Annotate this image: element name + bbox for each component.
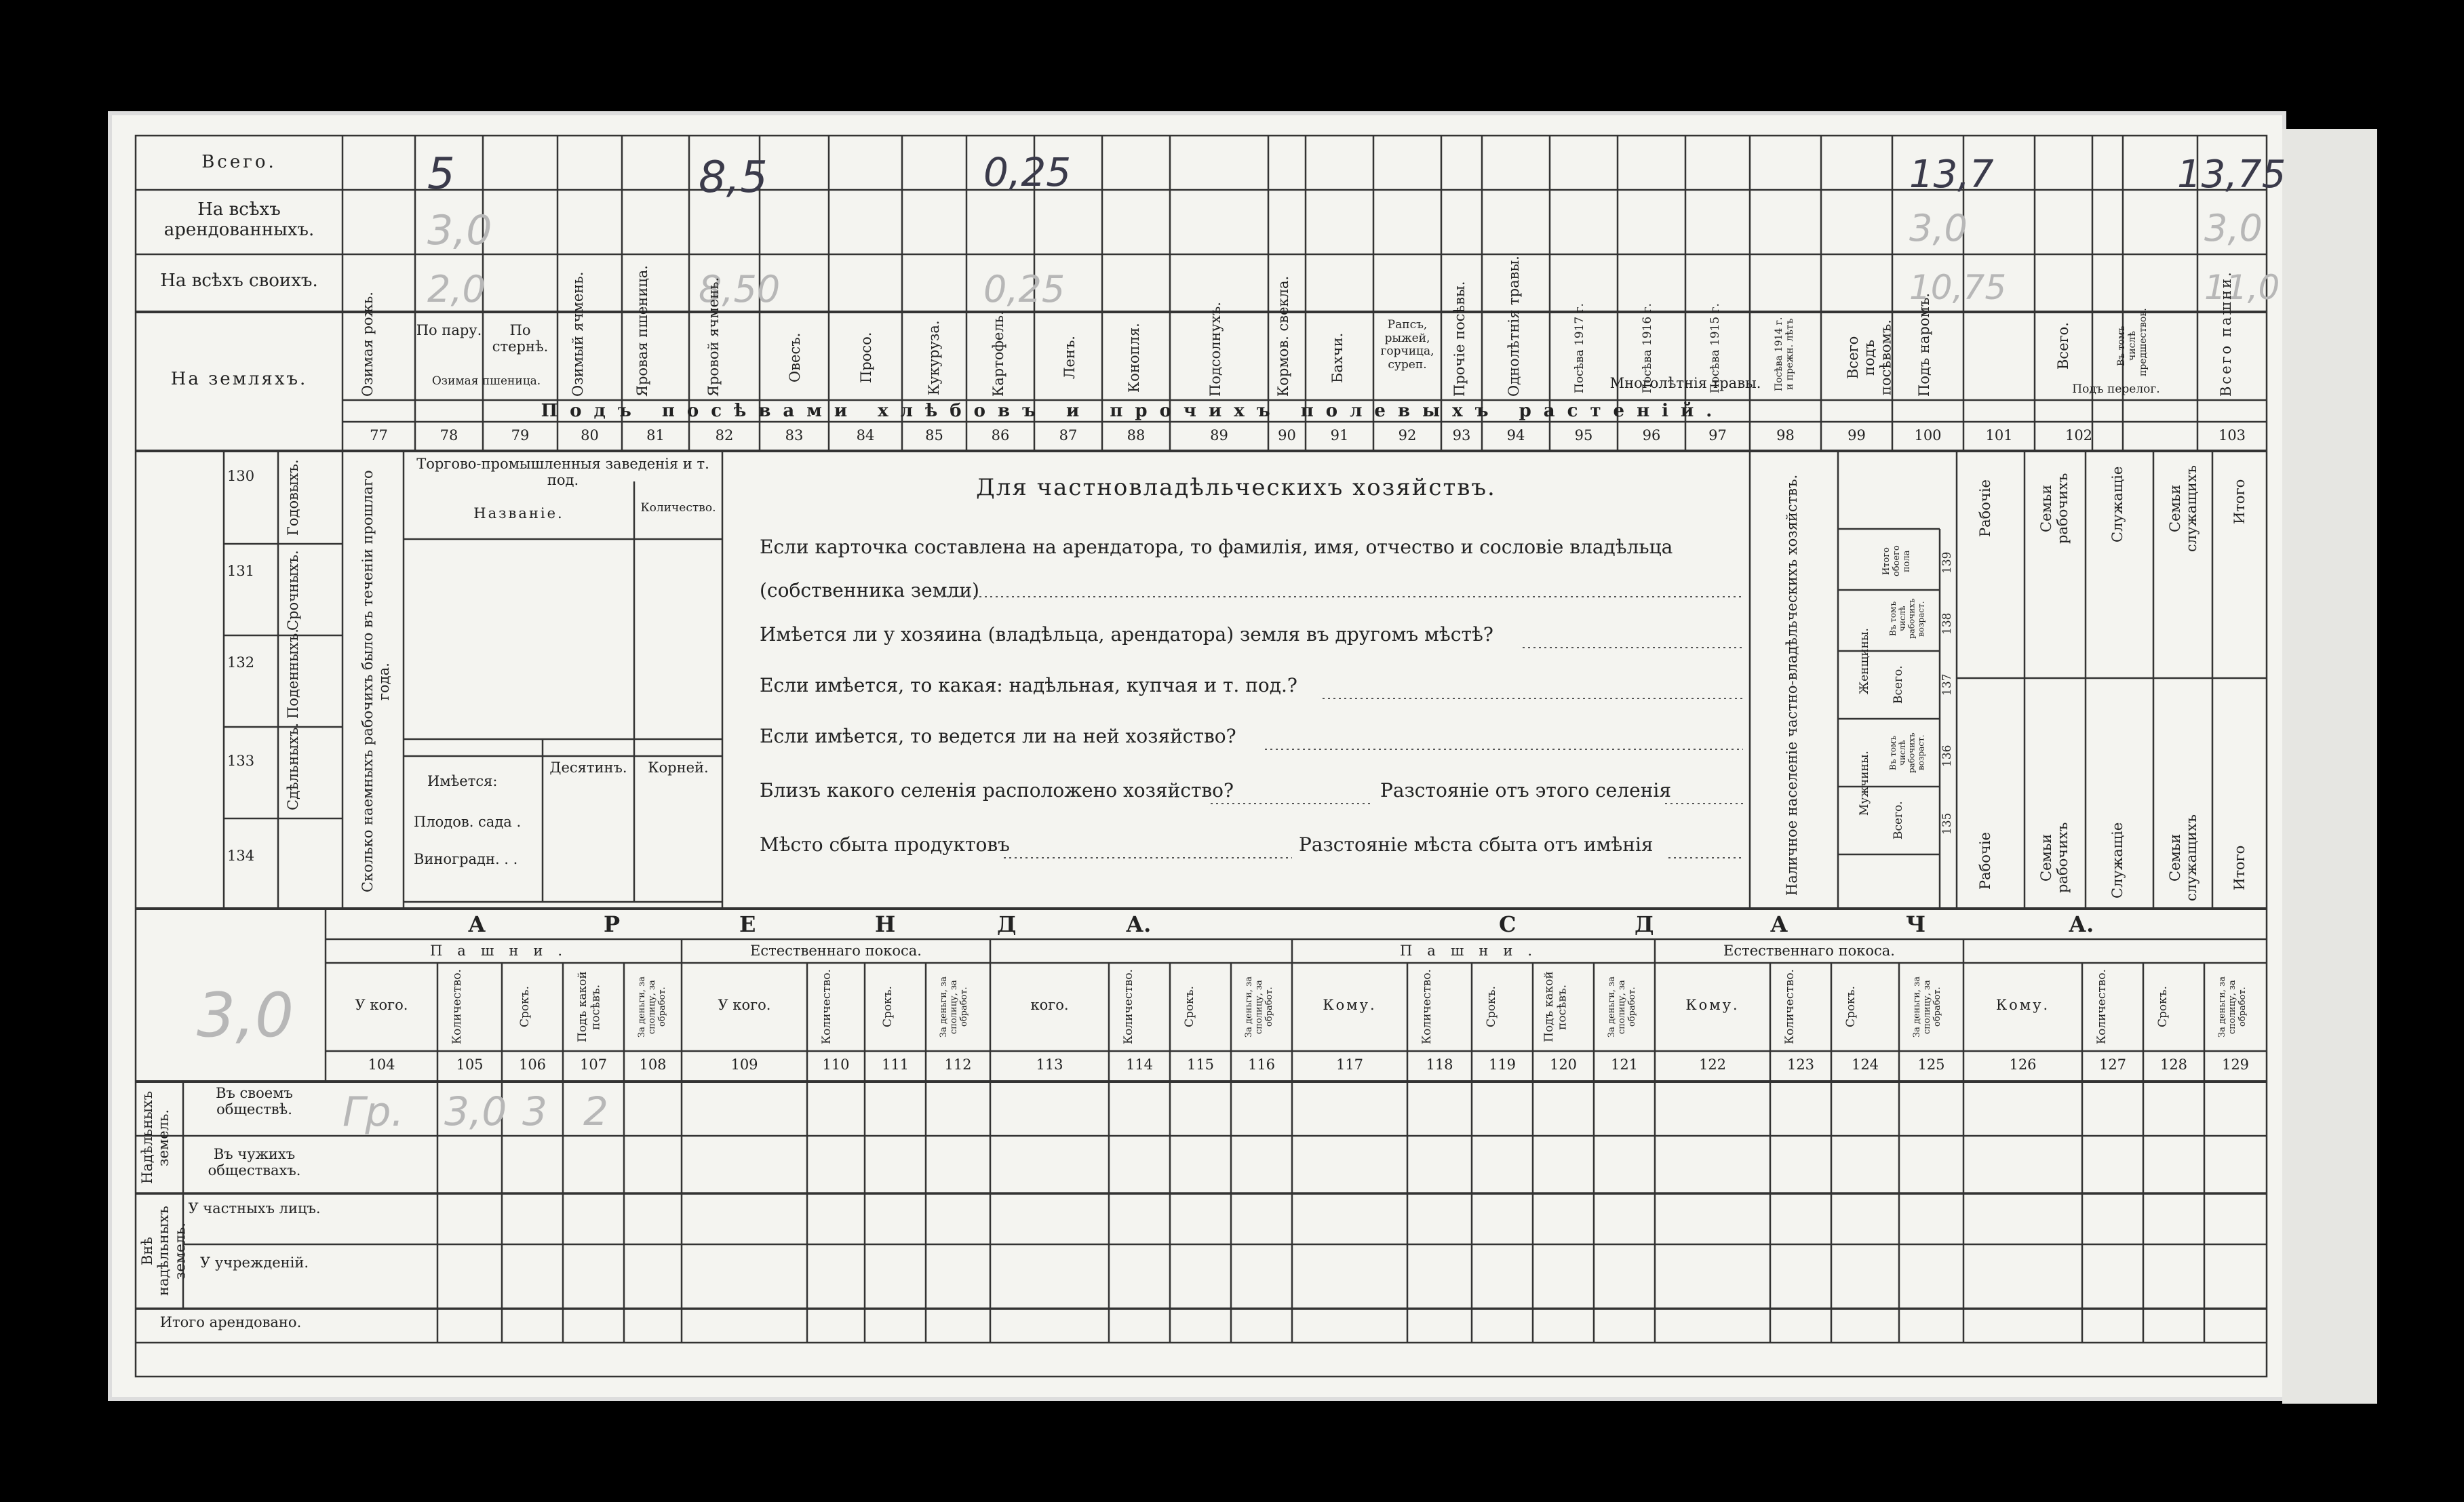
- num-105: 105: [456, 1056, 484, 1073]
- women-working-header: Въ томъ числѣ рабочихъ возраст.: [1888, 598, 1926, 639]
- row-label-total: Всего.: [201, 152, 277, 172]
- num-87: 87: [1059, 427, 1078, 443]
- num-98: 98: [1776, 427, 1795, 443]
- num-133: 133: [227, 753, 255, 769]
- arenda-letter-2: Р: [604, 911, 621, 937]
- num-103: 103: [2218, 427, 2246, 443]
- hand-row1-term: 3: [522, 1088, 547, 1134]
- hand-total-potato: 0,25: [983, 149, 1072, 195]
- trade-name-header: Названіе.: [473, 505, 564, 521]
- lease-hay-header: Естественнаго покоса.: [1723, 943, 1895, 959]
- has-label: Имѣется:: [427, 773, 498, 789]
- num-112: 112: [944, 1056, 972, 1073]
- resident-population-header: Наличное населеніе частно-владѣльческихъ хозяйствъ.: [1784, 474, 1800, 896]
- row-private-persons: У частныхъ лицъ.: [188, 1200, 321, 1217]
- col-header-94: Однолѣтнія травы.: [1506, 256, 1522, 397]
- arenda-letter-1: А: [468, 911, 486, 937]
- hand-total-barley: 8,5: [699, 153, 768, 203]
- num-86: 86: [991, 427, 1010, 443]
- num-130: 130: [227, 468, 255, 484]
- num-121: 121: [1610, 1056, 1639, 1073]
- workers-hired-header: Сколько наемныхъ рабочихъ было въ теченіи прошлаго года.: [359, 470, 393, 893]
- trade-title: Торгово-промышленныя заведенія и т. под.: [416, 456, 709, 489]
- rent-hay-from: У кого.: [718, 997, 771, 1013]
- col-header-perennial: Многолѣтнія травы.: [1609, 375, 1761, 391]
- num-125: 125: [1917, 1056, 1945, 1073]
- women-total-header: Всего.: [1892, 665, 1905, 705]
- row-label-lands: На земляхъ.: [170, 369, 308, 389]
- hand-row1-from: Гр.: [343, 1088, 404, 1136]
- num-83: 83: [785, 427, 804, 443]
- lease-arable-qty: Количество.: [1420, 969, 1434, 1044]
- num-79: 79: [511, 427, 530, 443]
- col-header-102: Въ томъ числѣ предшествов.: [2116, 308, 2149, 376]
- num-126: 126: [2009, 1056, 2037, 1073]
- men-header: Мужчины.: [1858, 751, 1871, 816]
- num-100: 100: [1914, 427, 1942, 443]
- band-sown-crops: Подъ посѣвами хлѣбовъ и прочихъ полевыхъ растеній.: [541, 401, 1725, 421]
- arenda-letter-4: Н: [875, 911, 896, 937]
- num-104: 104: [368, 1056, 395, 1073]
- employee-families-top: Семьи служащихъ: [2167, 465, 2200, 553]
- question-other-land: Имѣется ли у хозяина (владѣльца, арендатора) земля въ другомъ мѣстѣ?: [760, 623, 1493, 646]
- rent-other-qty: Количество.: [1122, 969, 1135, 1044]
- lease-hay-pay: За деньги, за сполицу, за обработ.: [1912, 976, 1942, 1038]
- hand-own-rye: 2,0: [427, 268, 486, 311]
- col-header-89: Подсолнухъ.: [1207, 302, 1224, 397]
- num-116: 116: [1247, 1056, 1276, 1073]
- rent-arable-header: Пашни.: [429, 943, 578, 959]
- desyat-header: Десятинъ.: [549, 759, 627, 776]
- hand-row1-crop: 2: [583, 1088, 608, 1134]
- num-93: 93: [1452, 427, 1471, 443]
- lease-other-qty: Количество.: [2095, 969, 2109, 1044]
- employees-top: Служащіе: [2109, 466, 2126, 542]
- col-header-103: Всего пашни.: [2218, 270, 2234, 397]
- worker-families-bottom: Семьи рабочихъ: [2038, 822, 2071, 894]
- col-header-88: Конопля.: [1126, 323, 1142, 393]
- hand-rented-arable: 3,0: [2204, 207, 2263, 250]
- question-village: Близъ какого селенія расположено хозяйство?: [760, 779, 1234, 802]
- num-138: 138: [1940, 612, 1954, 635]
- num-90: 90: [1278, 427, 1296, 443]
- sdacha-letter-5: А.: [2069, 911, 2094, 937]
- col-header-79: По стернѣ.: [492, 322, 549, 355]
- arenda-letter-5: Д: [997, 911, 1017, 937]
- arenda-letter-3: Е: [739, 911, 756, 937]
- num-92: 92: [1398, 427, 1417, 443]
- lease-arable-pay: За деньги, за сполицу, за обработ.: [1607, 976, 1637, 1038]
- non-nadel-land-label: Внѣ надѣльныхъ земель.: [139, 1206, 189, 1297]
- lease-other-pay: За деньги, за сполицу, за обработ.: [2217, 976, 2248, 1038]
- private-farms-title: Для частновладѣльческихъ хозяйствъ.: [976, 474, 1496, 501]
- col-header-83: Овесъ.: [787, 332, 803, 383]
- col-header-fallow: Подъ перелог.: [2072, 382, 2160, 396]
- col-header-82: Яровой ячмень.: [705, 277, 722, 397]
- question-land-type: Если имѣется, то какая: надѣльная, купчая и т. под.?: [760, 674, 1297, 696]
- num-101: 101: [1985, 427, 2013, 443]
- hand-total-sown: 13,7: [1909, 153, 1994, 197]
- num-117: 117: [1335, 1056, 1364, 1073]
- num-97: 97: [1708, 427, 1727, 443]
- hand-rented-rye: 3,0: [427, 207, 492, 254]
- num-139: 139: [1940, 551, 1954, 574]
- trade-qty-header: Количество.: [640, 501, 716, 515]
- num-109: 109: [730, 1056, 758, 1073]
- num-136: 136: [1940, 745, 1954, 768]
- row-total-rented: Итого арендовано.: [159, 1314, 302, 1330]
- num-108: 108: [639, 1056, 667, 1073]
- sdacha-letter-3: А: [1770, 911, 1788, 937]
- num-127: 127: [2098, 1056, 2127, 1073]
- num-110: 110: [822, 1056, 850, 1073]
- num-106: 106: [518, 1056, 547, 1073]
- rent-hay-qty: Количество.: [820, 969, 834, 1044]
- hand-total-rye: 5: [427, 149, 455, 199]
- workers-top: Рабочіе: [1977, 479, 1993, 538]
- num-99: 99: [1847, 427, 1866, 443]
- lease-arable-to: Кому.: [1323, 997, 1377, 1013]
- num-122: 122: [1698, 1056, 1727, 1073]
- label-131: Срочныхъ.: [285, 550, 301, 631]
- col-header-77: Озимая рожь.: [359, 292, 376, 397]
- rent-hay-term: Срокъ.: [881, 986, 895, 1028]
- rent-hay-header: Естественнаго покоса.: [750, 943, 922, 959]
- question-market: Мѣсто сбыта продуктовъ: [760, 833, 1010, 856]
- col-header-81: Яровая пшеница.: [634, 265, 650, 397]
- rent-arable-qty: Количество.: [450, 969, 464, 1044]
- korney-header: Корней.: [648, 759, 709, 776]
- num-82: 82: [715, 427, 734, 443]
- lease-arable-header: Пашни.: [1399, 943, 1548, 959]
- label-133: Сдѣльныхъ.: [285, 722, 301, 810]
- num-118: 118: [1426, 1056, 1453, 1073]
- row-own-community: Въ своемъ обществѣ.: [216, 1085, 293, 1118]
- col-header-92: Рапсъ, рыжей, горчица, суреп.: [1380, 318, 1434, 372]
- both-sexes-header: Итого обоего пола: [1881, 545, 1912, 577]
- rent-other-from: кого.: [1030, 997, 1069, 1013]
- num-115: 115: [1186, 1056, 1215, 1073]
- row-institutions: У учрежденій.: [199, 1254, 309, 1271]
- question-farming: Если имѣется, то ведется ли на ней хозяйство?: [760, 725, 1236, 747]
- employee-families-bottom: Семьи служащихъ: [2167, 814, 2200, 902]
- question-village-distance: Разстояніе отъ этого селенія: [1380, 779, 1671, 802]
- rent-arable-crop: Подъ какой посѣвъ.: [576, 971, 603, 1043]
- employees-bottom: Служащіе: [2109, 822, 2126, 898]
- col-header-101: Всего.: [2055, 322, 2071, 370]
- num-80: 80: [581, 427, 599, 443]
- lease-other-to: Кому.: [1995, 997, 2050, 1013]
- num-102: 102: [2065, 427, 2093, 443]
- vineyard-label: Виноградн. . .: [414, 851, 518, 867]
- col-header-86: Картофель.: [990, 311, 1006, 397]
- rent-arable-term: Срокъ.: [518, 986, 532, 1028]
- hand-rented-sown: 3,0: [1909, 207, 1968, 250]
- num-113: 113: [1036, 1056, 1063, 1073]
- col-header-winter-wheat: Озимая пшеница.: [431, 374, 541, 388]
- row-label-rented: На всѣхъ арендованныхъ.: [163, 199, 315, 240]
- num-128: 128: [2159, 1056, 2188, 1073]
- rent-arable-pay: За деньги, за сполицу, за обработ.: [637, 976, 667, 1038]
- num-124: 124: [1851, 1056, 1879, 1073]
- lease-hay-qty: Количество.: [1783, 969, 1797, 1044]
- men-total-header: Всего.: [1892, 801, 1905, 840]
- num-89: 89: [1210, 427, 1228, 443]
- lease-hay-to: Кому.: [1685, 997, 1740, 1013]
- arenda-letter-6: А.: [1126, 911, 1152, 937]
- col-header-98: Посѣва 1914 г. и прежн. лѣтъ: [1774, 317, 1796, 392]
- num-119: 119: [1488, 1056, 1517, 1073]
- hand-row1-qty: 3,0: [444, 1088, 507, 1134]
- num-96: 96: [1642, 427, 1661, 443]
- lease-hay-term: Срокъ.: [1844, 986, 1858, 1028]
- row-label-own: На всѣхъ своихъ.: [160, 271, 318, 291]
- num-131: 131: [227, 563, 255, 579]
- lease-arable-term: Срокъ.: [1485, 986, 1498, 1028]
- col-header-84: Просо.: [858, 332, 874, 384]
- worker-families-top: Семьи рабочихъ: [2038, 473, 2071, 545]
- num-85: 85: [925, 427, 943, 443]
- rent-arable-from: У кого.: [355, 997, 408, 1013]
- num-123: 123: [1786, 1056, 1815, 1073]
- num-137: 137: [1940, 673, 1954, 696]
- num-107: 107: [579, 1056, 608, 1073]
- col-header-100: Подъ наромъ.: [1916, 293, 1932, 397]
- rent-hay-pay: За деньги, за сполицу, за обработ.: [939, 976, 969, 1038]
- num-78: 78: [439, 427, 458, 443]
- hand-total-arable: 13,75: [2177, 153, 2286, 197]
- row-other-communities: Въ чужихъ обществахъ.: [208, 1146, 301, 1179]
- rent-other-term: Срокъ.: [1183, 986, 1196, 1028]
- col-header-96: Посѣва 1916 г.: [1641, 303, 1654, 393]
- num-114: 114: [1125, 1056, 1154, 1073]
- sdacha-letter-1: С: [1499, 911, 1517, 937]
- col-header-99: Всего подъ посѣвомъ.: [1845, 319, 1894, 396]
- col-header-87: Ленъ.: [1061, 336, 1078, 380]
- women-header: Женщины.: [1858, 628, 1871, 694]
- num-94: 94: [1506, 427, 1525, 443]
- num-81: 81: [646, 427, 665, 443]
- label-132: Поденныхъ.: [285, 629, 301, 719]
- nadel-land-label: Надѣльныхъ земель.: [139, 1090, 172, 1185]
- hand-own-barley: 8,50: [699, 268, 781, 311]
- num-129: 129: [2221, 1056, 2250, 1073]
- col-header-93: Прочіе посѣвы.: [1451, 281, 1468, 397]
- num-135: 135: [1940, 812, 1954, 835]
- num-134: 134: [227, 848, 255, 864]
- hand-rented-total: 3,0: [197, 980, 294, 1051]
- question-market-distance: Разстояніе мѣста сбыта отъ имѣнія: [1299, 833, 1654, 856]
- col-header-85: Кукуруза.: [926, 320, 942, 395]
- hand-own-potato: 0,25: [983, 268, 1065, 311]
- sdacha-letter-2: Д: [1635, 911, 1654, 937]
- sdacha-letter-4: Ч: [1906, 911, 1926, 937]
- question-owner: Если карточка составлена на арендатора, то фамилія, имя, отчество и сословіе владѣльца (собственника земли): [760, 536, 1673, 601]
- num-120: 120: [1549, 1056, 1578, 1073]
- num-111: 111: [881, 1056, 910, 1073]
- total-top: Итого: [2231, 479, 2248, 525]
- lease-arable-crop: Подъ какой посѣвъ.: [1542, 971, 1569, 1043]
- col-header-95: Посѣва 1917 г.: [1573, 303, 1586, 393]
- orchard-label: Плодов. сада .: [414, 814, 522, 830]
- col-header-80: Озимый ячмень.: [570, 271, 586, 397]
- hand-own-arable: 11,0: [2204, 268, 2280, 307]
- label-130: Годовыхъ.: [285, 459, 301, 536]
- workers-bottom: Рабочіе: [1977, 832, 1993, 890]
- num-91: 91: [1330, 427, 1349, 443]
- rent-other-pay: За деньги, за сполицу, за обработ.: [1244, 976, 1274, 1038]
- col-header-91: Бахчи.: [1329, 332, 1346, 383]
- lease-other-term: Срокъ.: [2156, 986, 2170, 1028]
- hand-own-sown: 10,75: [1909, 268, 2007, 307]
- num-84: 84: [856, 427, 875, 443]
- num-88: 88: [1127, 427, 1146, 443]
- col-header-78: По пару.: [416, 322, 482, 338]
- num-77: 77: [370, 427, 388, 443]
- men-working-header: Въ томъ числѣ рабочихъ возраст.: [1888, 732, 1926, 773]
- col-header-90: Кормов. свекла.: [1275, 275, 1291, 397]
- total-bottom: Итого: [2231, 845, 2248, 891]
- num-132: 132: [227, 654, 255, 671]
- num-95: 95: [1574, 427, 1593, 443]
- col-header-97: Посѣва 1915 г.: [1708, 303, 1722, 393]
